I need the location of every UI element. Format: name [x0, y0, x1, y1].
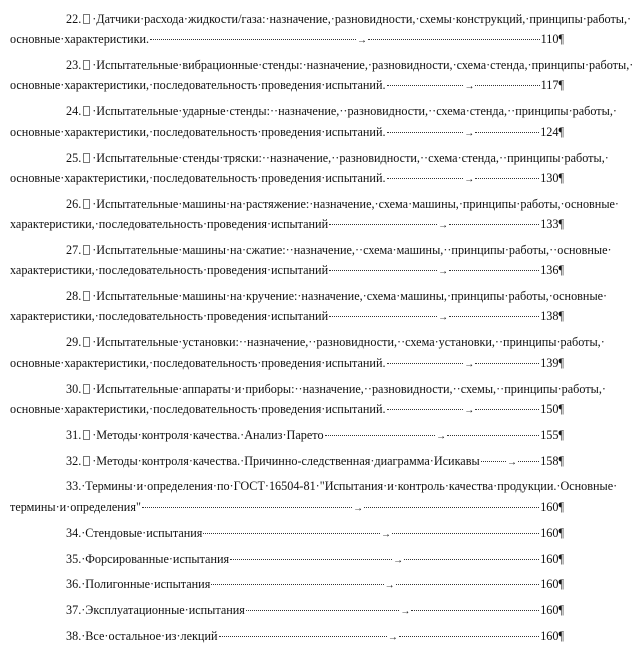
- page-number[interactable]: [540, 353, 564, 373]
- paragraph-mark-icon: ¶: [558, 427, 564, 442]
- entry-number: 23.: [66, 58, 82, 73]
- entry-title: [66, 600, 245, 620]
- entry-text-line-1: ·Испытательные·вибрационные·стенды:·назначение,·разновидности,·схема·стенда,·принципы·работы,·: [92, 58, 633, 73]
- page-number[interactable]: [540, 600, 564, 620]
- paragraph-mark-icon: ¶: [558, 629, 564, 644]
- leader-dots: [475, 132, 539, 133]
- entry-text-line-1: ·Испытательные·машины·на·растяжение:·назначение,·схема·машины,·принципы·работы,·основные·: [92, 196, 619, 211]
- leader-dots: [368, 39, 540, 40]
- paragraph-mark-icon: ¶: [558, 78, 564, 93]
- dot-leader: [387, 82, 540, 92]
- dot-leader: [387, 360, 540, 370]
- entry-text-line-1: ·Испытательные·ударные·стенды:··назначение,··разновидности,··схема·стенда,··принципы·работы,·: [92, 104, 617, 119]
- entry-line-1: [10, 55, 633, 75]
- toc-entry[interactable]: [10, 451, 564, 471]
- page-number-value: 160: [540, 525, 559, 540]
- page-number[interactable]: [540, 306, 564, 326]
- page-number[interactable]: [540, 399, 564, 419]
- entry-line-2: [10, 214, 564, 234]
- entry-text-line-2: основные·характеристики,·последовательность·проведения·испытаний.: [10, 355, 386, 370]
- entry-number: 35.: [66, 551, 82, 566]
- leader-dots: [246, 610, 399, 611]
- dot-leader: [219, 633, 540, 643]
- entry-text-line-1: ·Испытательные·машины·на·сжатие:··назначение,··схема·машины,··принципы·работы,··основные·: [92, 242, 612, 257]
- list-box-icon: [83, 430, 90, 440]
- dot-leader: [142, 504, 539, 514]
- tab-arrow-icon: →: [464, 127, 475, 139]
- page-number[interactable]: [540, 626, 564, 646]
- page-number[interactable]: [540, 451, 564, 471]
- leader-dots: [399, 636, 539, 637]
- tab-arrow-icon: →: [438, 312, 449, 324]
- leader-dots: [392, 533, 539, 534]
- entry-line-2: [10, 122, 564, 142]
- entry-number: 24.: [66, 104, 82, 119]
- paragraph-mark-icon: ¶: [558, 124, 564, 139]
- dot-leader: [387, 406, 540, 416]
- entry-line-1: [10, 240, 612, 260]
- entry-number: 38.: [66, 629, 82, 644]
- entry-number: 30.: [66, 381, 82, 396]
- leader-dots: [230, 559, 392, 560]
- page-number-value: 160: [540, 629, 559, 644]
- page-number-value: 138: [540, 309, 559, 324]
- entry-line-1: [10, 379, 606, 399]
- entry-line-2: [10, 168, 564, 188]
- entry-number: 34.: [66, 525, 82, 540]
- page-number-value: 155: [540, 427, 559, 442]
- dot-leader: [329, 313, 539, 323]
- tab-arrow-icon: →: [438, 266, 449, 278]
- entry-line-2: [10, 260, 564, 280]
- entry-line-1: [10, 101, 617, 121]
- dot-leader: [387, 175, 540, 185]
- entry-text-line-1: ·Испытательные·установки:··назначение,··разновидности,··схема·установки,··принципы·работы,·: [92, 335, 605, 350]
- page-number-value: 139: [540, 355, 559, 370]
- entry-text-line-2: термины·и·определения": [10, 499, 141, 514]
- leader-dots: [475, 178, 539, 179]
- entry-title: [66, 549, 229, 569]
- toc-entry[interactable]: [10, 379, 606, 420]
- leader-dots: [475, 363, 539, 364]
- entry-text: ·Эксплуатационные·испытания: [81, 603, 245, 618]
- entry-number: 28.: [66, 289, 82, 304]
- leader-dots: [329, 270, 437, 271]
- tab-arrow-icon: →: [438, 220, 449, 232]
- leader-dots: [481, 461, 506, 462]
- toc-entry[interactable]: [10, 332, 605, 373]
- entry-text-line-1: ·Датчики·расхода·жидкости/газа:·назначение,·разновидности,·схемы·конструкций,·принципы·работы,·: [92, 12, 632, 26]
- entry-number: 32.: [66, 453, 82, 468]
- page-number-value: 133: [540, 217, 559, 232]
- page-number[interactable]: [540, 574, 564, 594]
- entry-number: 25.: [66, 150, 82, 165]
- dot-leader: [329, 221, 539, 231]
- tab-arrow-icon: →: [400, 606, 411, 618]
- tab-arrow-icon: →: [464, 404, 475, 416]
- page-number-value: 160: [540, 551, 559, 566]
- page-number-value: 158: [540, 453, 559, 468]
- entry-text: ·Все·остальное·из·лекций: [81, 629, 218, 644]
- entry-line-2: [10, 75, 564, 95]
- entry-text-line-1: ·Термины·и·определения·по·ГОСТ·16504-81·"Испытания·и·контроль·качества·продукции.·Основные·: [81, 479, 618, 494]
- paragraph-mark-icon: ¶: [558, 603, 564, 618]
- leader-dots: [518, 461, 539, 462]
- tab-arrow-icon: →: [464, 358, 475, 370]
- tab-arrow-icon: →: [381, 528, 392, 540]
- page-number[interactable]: [540, 168, 564, 188]
- entry-number: 26.: [66, 196, 82, 211]
- entry-text-line-2: основные·характеристики,·последовательность·проведения·испытаний.: [10, 124, 386, 139]
- page-number[interactable]: [541, 75, 564, 95]
- entry-text-line-2: основные·характеристики,·последовательность·проведения·испытаний.: [10, 78, 386, 93]
- leader-dots: [475, 85, 539, 86]
- entry-number: 36.: [66, 577, 82, 592]
- leader-dots: [387, 409, 464, 410]
- paragraph-mark-icon: ¶: [558, 525, 564, 540]
- leader-dots: [387, 85, 464, 86]
- entry-title: [66, 451, 480, 471]
- toc-entry[interactable]: [10, 523, 564, 543]
- leader-dots: [329, 224, 437, 225]
- leader-dots: [396, 584, 540, 585]
- leader-dots: [150, 39, 356, 40]
- toc-entry[interactable]: [10, 55, 633, 96]
- dot-leader: [325, 432, 540, 442]
- tab-arrow-icon: →: [393, 554, 404, 566]
- list-box-icon: [83, 291, 90, 301]
- list-box-icon: [83, 14, 90, 24]
- leader-dots: [329, 316, 437, 317]
- list-box-icon: [83, 106, 90, 116]
- paragraph-mark-icon: ¶: [558, 217, 564, 232]
- entry-text-line-1: ·Испытательные·аппараты·и·приборы:··назначение,··разновидности,··схемы,··принципы·работы,·: [92, 381, 606, 396]
- page-number-value: 124: [540, 124, 559, 139]
- toc-entry[interactable]: [10, 101, 617, 142]
- leader-dots: [364, 507, 539, 508]
- page-number-value: 136: [540, 263, 559, 278]
- entry-line-2: [10, 306, 564, 326]
- entry-text-line-2: основные·характеристики,·последовательность·проведения·испытаний.: [10, 401, 386, 416]
- leader-dots: [411, 610, 539, 611]
- entry-text-line-2: основные·характеристики.: [10, 32, 150, 47]
- list-box-icon: [83, 199, 90, 209]
- entry-text: ·Методы·контроля·качества.·Причинно-следственная·диаграмма·Исикавы: [92, 453, 480, 468]
- leader-dots: [325, 435, 436, 436]
- entry-line: [10, 574, 564, 594]
- leader-dots: [447, 435, 539, 436]
- paragraph-mark-icon: ¶: [558, 453, 564, 468]
- toc-entry[interactable]: [10, 148, 609, 189]
- entry-title: [66, 523, 202, 543]
- dot-leader: [387, 129, 540, 139]
- list-box-icon: [83, 153, 90, 163]
- page-number-value: 160: [540, 577, 559, 592]
- entry-line: [10, 626, 564, 646]
- tab-arrow-icon: →: [353, 502, 364, 514]
- entry-text-line-2: характеристики,·последовательность·проведения·испытаний: [10, 263, 329, 278]
- toc-entry[interactable]: [10, 574, 564, 594]
- page-number-value: 110: [540, 32, 559, 47]
- toc-entry[interactable]: [10, 240, 612, 281]
- leader-dots: [387, 132, 464, 133]
- entry-line-1: [10, 286, 608, 306]
- tab-arrow-icon: →: [357, 35, 367, 47]
- entry-line-1: [10, 9, 632, 29]
- entry-line: [10, 425, 564, 445]
- leader-dots: [142, 507, 352, 508]
- toc-entry[interactable]: [10, 549, 564, 569]
- toc-entry[interactable]: [10, 476, 618, 517]
- entry-line: [10, 523, 564, 543]
- entry-text: ·Форсированные·испытания: [81, 551, 230, 566]
- dot-leader: [329, 267, 539, 277]
- entry-line-1: [10, 476, 618, 496]
- entry-number: 37.: [66, 603, 82, 618]
- page-number[interactable]: [540, 425, 564, 445]
- entry-number: 31.: [66, 427, 82, 442]
- page-number-value: 160: [540, 499, 559, 514]
- entry-text: ·Полигонные·испытания: [81, 577, 211, 592]
- list-box-icon: [83, 245, 90, 255]
- entry-line-2: [10, 497, 564, 517]
- toc-entry[interactable]: [10, 9, 632, 50]
- entry-text: ·Стендовые·испытания: [81, 525, 203, 540]
- paragraph-mark-icon: ¶: [558, 577, 564, 592]
- paragraph-mark-icon: ¶: [558, 401, 564, 416]
- entry-title: [66, 626, 218, 646]
- paragraph-mark-icon: ¶: [558, 309, 564, 324]
- tab-arrow-icon: →: [464, 81, 475, 93]
- page-number[interactable]: [540, 214, 564, 234]
- dot-leader: [211, 581, 539, 591]
- page-number-value: 117: [540, 78, 559, 93]
- list-box-icon: [83, 337, 90, 347]
- page-number-value: 160: [540, 603, 559, 618]
- entry-text: ·Методы·контроля·качества.·Анализ·Парето: [92, 427, 324, 442]
- paragraph-mark-icon: ¶: [558, 551, 564, 566]
- dot-leader: [230, 556, 539, 566]
- entry-title: [66, 574, 210, 594]
- paragraph-mark-icon: ¶: [558, 170, 564, 185]
- entry-number: 22.: [66, 12, 82, 26]
- list-box-icon: [83, 60, 90, 70]
- leader-dots: [219, 636, 387, 637]
- entry-text-line-2: характеристики,·последовательность·проведения·испытаний: [10, 309, 329, 324]
- dot-leader: [246, 607, 539, 617]
- leader-dots: [449, 224, 539, 225]
- leader-dots: [211, 584, 383, 585]
- entry-number: 33.: [66, 479, 82, 494]
- page-number[interactable]: [540, 523, 564, 543]
- toc-entry[interactable]: [10, 194, 619, 235]
- tab-arrow-icon: →: [387, 632, 398, 644]
- leader-dots: [449, 316, 539, 317]
- leader-dots: [475, 409, 539, 410]
- toc-entry[interactable]: [10, 626, 564, 646]
- tab-arrow-icon: →: [436, 430, 447, 442]
- entry-line-2: [10, 353, 564, 373]
- entry-number: 29.: [66, 335, 82, 350]
- dot-leader: [203, 530, 539, 540]
- tab-arrow-icon: →: [384, 580, 395, 592]
- page-number-value: 150: [540, 401, 559, 416]
- dot-leader: [481, 458, 540, 468]
- paragraph-mark-icon: ¶: [558, 32, 564, 47]
- list-box-icon: [83, 384, 90, 394]
- page-number[interactable]: [541, 29, 564, 49]
- entry-line-2: [10, 29, 564, 49]
- entry-text-line-2: характеристики,·последовательность·проведения·испытаний: [10, 217, 329, 232]
- paragraph-mark-icon: ¶: [558, 355, 564, 370]
- entry-line: [10, 600, 564, 620]
- page-number-value: 130: [540, 170, 559, 185]
- entry-text-line-1: ·Испытательные·стенды·тряски:··назначение,··разновидности,··схема·стенда,··принципы·работы,·: [92, 150, 609, 165]
- entry-number: 27.: [66, 242, 82, 257]
- leader-dots: [203, 533, 380, 534]
- entry-line: [10, 451, 564, 471]
- entry-text-line-1: ·Испытательные·машины·на·кручение:·назначение,·схема·машины,·принципы·работы,·основные·: [92, 289, 608, 304]
- entry-line-2: [10, 399, 564, 419]
- page-number[interactable]: [540, 260, 564, 280]
- entry-text-line-2: основные·характеристики,·последовательность·проведения·испытаний.: [10, 170, 386, 185]
- entry-line-1: [10, 148, 609, 168]
- entry-line: [10, 549, 564, 569]
- tab-arrow-icon: →: [507, 456, 518, 468]
- leader-dots: [387, 363, 464, 364]
- page-number[interactable]: [540, 497, 564, 517]
- list-box-icon: [83, 456, 90, 466]
- paragraph-mark-icon: ¶: [558, 263, 564, 278]
- entry-line-1: [10, 332, 605, 352]
- toc-entry[interactable]: [10, 425, 564, 445]
- page-number[interactable]: [540, 122, 564, 142]
- entry-title: [66, 425, 324, 445]
- entry-line-1: [10, 194, 619, 214]
- leader-dots: [449, 270, 539, 271]
- toc-entry[interactable]: [10, 600, 564, 620]
- leader-dots: [387, 178, 464, 179]
- tab-arrow-icon: →: [464, 173, 475, 185]
- leader-dots: [404, 559, 539, 560]
- dot-leader: [150, 36, 540, 46]
- paragraph-mark-icon: ¶: [558, 499, 564, 514]
- page-number[interactable]: [540, 549, 564, 569]
- toc-entry[interactable]: [10, 286, 608, 327]
